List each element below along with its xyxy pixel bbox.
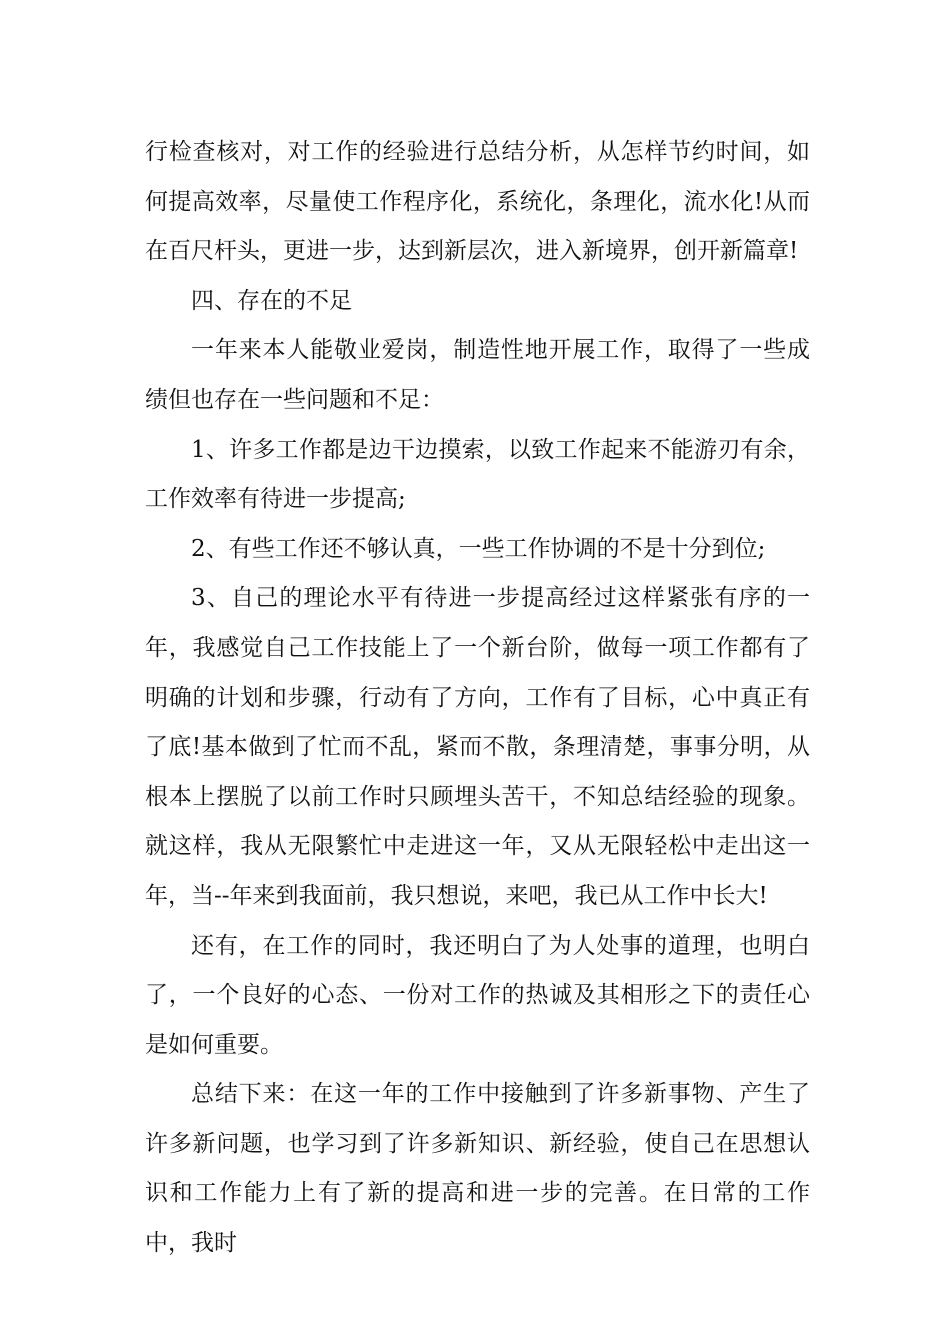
list-item-3: 3、自己的理论水平有待进一步提高经过这样紧张有序的一年，我感觉自己工作技能上了一个新台阶，做每一项工作都有了明确的计划和步骤，行动有了方向，工作有了目标，心中真正有了底!基本做到了忙而不乱，紧而不散，条理清楚，事事分明，从根本上摆脱了以前工作时只顾埋头苦干，不知总结经验的现象。就这样，我从无限繁忙中走进这一年，又从无限轻松中走出这一年，当--年来到我面前，我只想说，来吧，我已从工作中长大! — [145, 585, 810, 909]
list-item-2: 2、有些工作还不够认真，一些工作协调的不是十分到位; — [191, 535, 766, 562]
document-body — [145, 128, 810, 1269]
section-heading-shortcomings: 四、存在的不足 — [191, 287, 352, 314]
list-item-1: 1、许多工作都是边干边摸索，以致工作起来不能游刃有余，工作效率有待进一步提高; — [145, 436, 810, 513]
paragraph-also: 还有，在工作的同时，我还明白了为人处事的道理，也明白了，一个良好的心态、一份对工作的热诚及其相形之下的责任心是如何重要。 — [145, 932, 810, 1058]
paragraph-intro-shortcomings: 一年来本人能敬业爱岗，制造性地开展工作，取得了一些成绩但也存在一些问题和不足： — [145, 337, 810, 413]
paragraph-continuation: 行检查核对，对工作的经验进行总结分析，从怎样节约时间，如何提高效率，尽量使工作程序化，系统化，条理化，流水化!从而在百尺杆头，更进一步，达到新层次，进入新境界，创开新篇章! — [145, 139, 810, 265]
paragraph-summary: 总结下来：在这一年的工作中接触到了许多新事物、产生了许多新问题，也学习到了许多新知识、新经验，使自己在思想认识和工作能力上有了新的提高和进一步的完善。在日常的工作中，我时 — [145, 1081, 810, 1257]
